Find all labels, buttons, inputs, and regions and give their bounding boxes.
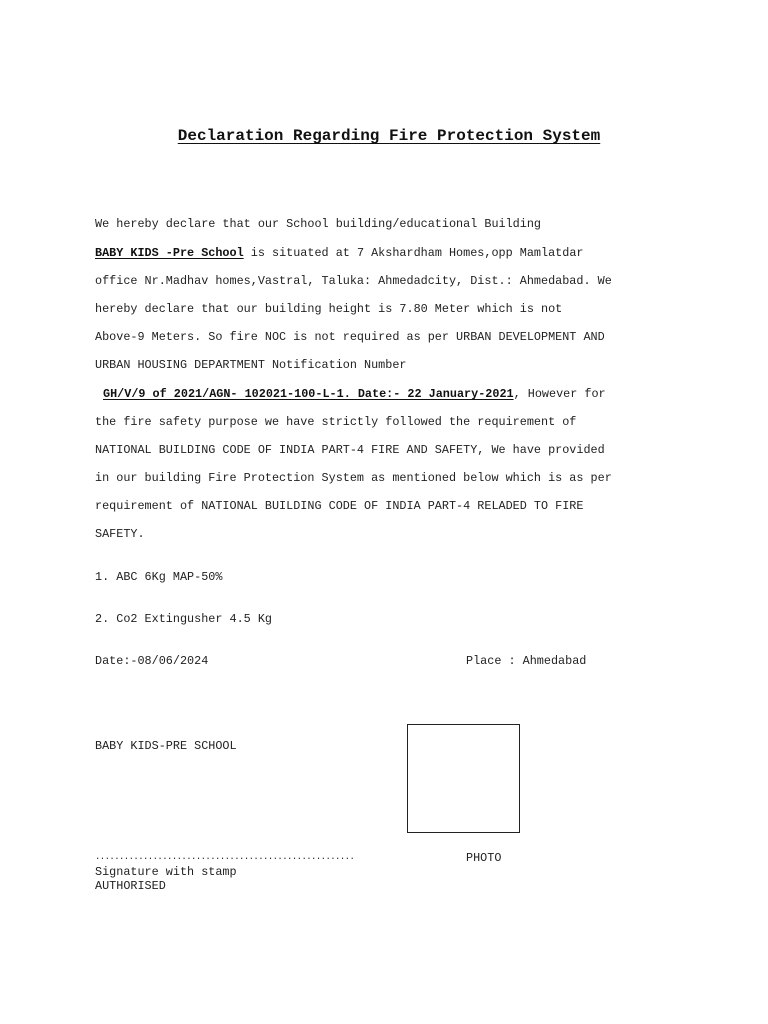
photo-label: PHOTO [466, 851, 502, 865]
list-item: 1. ABC 6Kg MAP-50% [95, 570, 223, 584]
paragraph-line: in our building Fire Protection System as mentioned below which is as per [95, 471, 612, 485]
paragraph-text: is situated at 7 Akshardham Homes,opp Mamlatdar [243, 246, 584, 260]
school-name: BABY KIDS -Pre School [95, 246, 244, 260]
paragraph-line: SAFETY. [95, 527, 145, 541]
paragraph-line: the fire safety purpose we have strictly followed the requirement of [95, 415, 577, 429]
paragraph-line [95, 245, 583, 261]
place-field: Place : Ahmedabad [466, 654, 587, 668]
paragraph-line: requirement of NATIONAL BUILDING CODE OF INDIA PART-4 RELADED TO FIRE [95, 499, 584, 513]
organization-name: BABY KIDS-PRE SCHOOL [95, 739, 237, 753]
paragraph-line: URBAN HOUSING DEPARTMENT Notification Number [95, 358, 407, 372]
signature-dots: ...................................................... [95, 852, 355, 862]
paragraph-line [103, 386, 606, 402]
paragraph-line: Above-9 Meters. So fire NOC is not required as per URBAN DEVELOPMENT AND [95, 330, 605, 344]
document-title: Declaration Regarding Fire Protection System [177, 127, 601, 145]
paragraph-line: We hereby declare that our School building/educational Building [95, 217, 541, 231]
paragraph-line: NATIONAL BUILDING CODE OF INDIA PART-4 FIRE AND SAFETY, We have provided [95, 443, 605, 457]
signature-label: Signature with stamp [95, 865, 237, 879]
date-field: Date:-08/06/2024 [95, 654, 209, 668]
list-item: 2. Co2 Extingusher 4.5 Kg [95, 612, 272, 626]
photo-box [407, 724, 520, 833]
authorised-label: AUTHORISED [95, 879, 166, 893]
notification-reference: GH/V/9 of 2021/AGN- 102021-100-L-1. Date:- 22 January-2021 [103, 387, 514, 401]
paragraph-line: office Nr.Madhav homes,Vastral, Taluka: Ahmedadcity, Dist.: Ahmedabad. We [95, 274, 612, 288]
paragraph-line: hereby declare that our building height is 7.80 Meter which is not [95, 302, 563, 316]
paragraph-text: , However for [513, 387, 606, 401]
